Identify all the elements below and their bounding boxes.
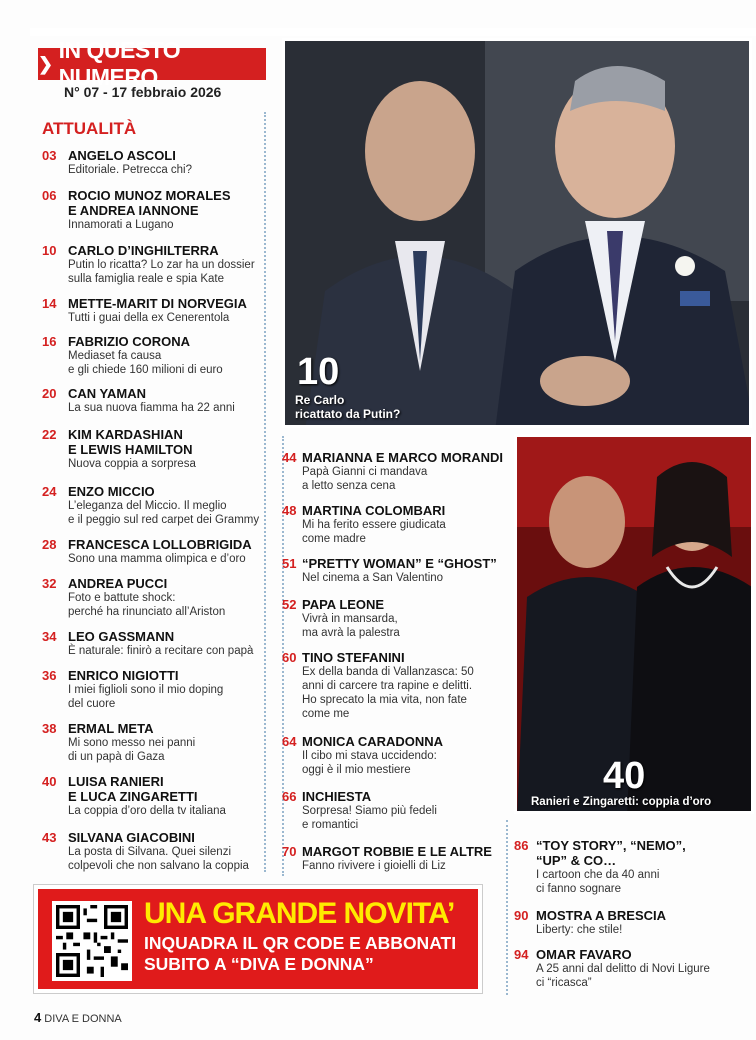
photo-caption xyxy=(295,393,400,421)
toc-description: come madre xyxy=(302,533,366,545)
toc-description: Nel cinema a San Valentino xyxy=(302,572,444,584)
toc-title: OMAR FAVARO xyxy=(536,947,632,962)
toc-description: Vivrà in mansarda, xyxy=(302,613,398,625)
toc-description: ma avrà la palestra xyxy=(302,627,400,639)
toc-title: “PRETTY WOMAN” E “GHOST” xyxy=(302,556,497,571)
toc-page-number: 51 xyxy=(282,556,297,571)
toc-page-number: 22 xyxy=(42,427,57,442)
toc-title: MOSTRA A BRESCIA xyxy=(536,908,666,923)
toc-title: ENZO MICCIO xyxy=(68,484,155,499)
toc-title: INCHIESTA xyxy=(302,789,372,804)
page-ref-number: 10 xyxy=(297,351,340,393)
toc-page-number: 70 xyxy=(282,844,297,859)
photo-putin-carlo xyxy=(282,38,752,428)
toc-description: Liberty: che stile! xyxy=(536,924,623,936)
toc-title: LEO GASSMANN xyxy=(68,629,175,644)
toc-description: a letto senza cena xyxy=(302,480,396,492)
toc-description: Papà Gianni ci mandava xyxy=(302,466,428,478)
toc-description: colpevoli che non salvano la coppia xyxy=(68,860,249,872)
toc-title: E LEWIS HAMILTON xyxy=(68,442,193,457)
toc-title: FRANCESCA LOLLOBRIGIDA xyxy=(68,537,252,552)
top-border xyxy=(30,28,756,36)
toc-title: E LUCA ZINGARETTI xyxy=(68,789,198,804)
section-title: ATTUALITÀ xyxy=(42,119,137,138)
toc-description: Foto e battute shock: xyxy=(68,592,176,604)
toc-title: METTE-MARIT DI NORVEGIA xyxy=(68,296,247,311)
toc-page-number: 60 xyxy=(282,650,297,665)
toc-title: PAPA LEONE xyxy=(302,597,385,612)
toc-description: perché ha rinunciato all’Ariston xyxy=(68,606,226,618)
divider xyxy=(264,112,266,872)
toc-page-number: 66 xyxy=(282,789,297,804)
toc-page-number: 14 xyxy=(42,296,57,311)
qr-code-icon[interactable] xyxy=(52,901,132,981)
toc-description: Editoriale. Petrecca chi? xyxy=(68,164,193,176)
page-number: 4 xyxy=(34,1010,42,1025)
toc-title: ERMAL META xyxy=(68,721,154,736)
toc-title: SILVANA GIACOBINI xyxy=(68,830,195,845)
toc-title: “UP” & CO… xyxy=(536,853,617,868)
toc-description: e il peggio sul red carpet dei Grammy xyxy=(68,514,260,526)
toc-description: Mi ha ferito essere giudicata xyxy=(302,519,446,531)
toc-description: I miei figlioli sono il mio doping xyxy=(68,684,224,696)
toc-page-number: 06 xyxy=(42,188,57,203)
toc-title: CAN YAMAN xyxy=(68,386,147,401)
page-footer xyxy=(34,1010,122,1025)
toc-description: Nuova coppia a sorpresa xyxy=(68,458,196,470)
toc-page-number: 32 xyxy=(42,576,57,591)
toc-page-number: 86 xyxy=(514,838,529,853)
toc-description: La sua nuova fiamma ha 22 anni xyxy=(68,402,235,414)
toc-description: Ho sprecato la mia vita, non fate xyxy=(302,694,467,706)
toc-title: MARIANNA E MARCO MORANDI xyxy=(302,450,504,465)
toc-page-number: 64 xyxy=(282,734,297,749)
photo-caption: Ranieri e Zingaretti: coppia d’oro xyxy=(531,796,712,808)
subscription-promo[interactable] xyxy=(34,885,482,993)
caption-line: Re Carlo xyxy=(295,393,345,407)
issue-number: N° 07 - 17 febbraio 2026 xyxy=(64,84,222,100)
toc-description: Putin lo ricatta? Lo zar ha un dossier xyxy=(68,259,255,271)
toc-title: ENRICO NIGIOTTI xyxy=(68,668,179,683)
toc-description: Sorpresa! Siamo più fedeli xyxy=(302,805,437,817)
toc-title: TINO STEFANINI xyxy=(302,650,405,665)
toc-page-number: 94 xyxy=(514,947,529,962)
photo-illustration xyxy=(285,41,752,428)
toc-title: ANDREA PUCCI xyxy=(68,576,168,591)
promo-text xyxy=(144,933,456,975)
promo-text-line: INQUADRA IL QR CODE E ABBONATI xyxy=(144,933,457,953)
magazine-name: DIVA E DONNA xyxy=(44,1013,122,1025)
toc-title: “TOY STORY”, “NEMO”, xyxy=(536,838,686,853)
toc-description: sulla famiglia reale e spia Kate xyxy=(68,273,224,285)
promo-text-line: SUBITO A “DIVA E DONNA” xyxy=(144,954,374,974)
page-ref-number: 40 xyxy=(603,755,646,797)
promo-headline: UNA GRANDE NOVITA’ xyxy=(144,897,455,930)
toc-page-number: 24 xyxy=(42,484,57,499)
toc-description: La coppia d’oro della tv italiana xyxy=(68,805,226,817)
toc-description: Mi sono messo nei panni xyxy=(68,737,196,749)
toc-description: Sono una mamma olimpica e d’oro xyxy=(68,553,246,565)
toc-page-number: 90 xyxy=(514,908,529,923)
photo-ranieri-zingaretti xyxy=(514,434,754,814)
toc-title: LUISA RANIERI xyxy=(68,774,164,789)
toc-title: FABRIZIO CORONA xyxy=(68,334,191,349)
toc-page-number: 16 xyxy=(42,334,57,349)
toc-description: del cuore xyxy=(68,698,116,710)
toc-title: ANGELO ASCOLI xyxy=(68,148,176,163)
toc-page-number: 20 xyxy=(42,386,57,401)
toc-title: MARTINA COLOMBARI xyxy=(302,503,446,518)
toc-description: Ex della banda di Vallanzasca: 50 xyxy=(302,666,474,678)
toc-description: Tutti i guai della ex Cenerentola xyxy=(68,312,230,324)
toc-page-number: 34 xyxy=(42,629,57,644)
toc-title: E ANDREA IANNONE xyxy=(68,203,199,218)
toc-page-number: 43 xyxy=(42,830,57,845)
toc-page-number: 28 xyxy=(42,537,57,552)
toc-title: MONICA CARADONNA xyxy=(302,734,444,749)
section-header xyxy=(38,37,266,90)
toc-page-number: 10 xyxy=(42,243,57,258)
caption-line: ricattato da Putin? xyxy=(295,407,401,421)
toc-description: e gli chiede 160 milioni di euro xyxy=(68,364,223,376)
toc-page-number: 38 xyxy=(42,721,57,736)
header-title: IN QUESTO NUMERO xyxy=(58,37,181,90)
toc-description: oggi è il mio mestiere xyxy=(302,764,411,776)
toc-title: MARGOT ROBBIE E LE ALTRE xyxy=(302,844,492,859)
toc-description: A 25 anni dal delitto di Novi Ligure xyxy=(536,963,710,975)
toc-page-number: 03 xyxy=(42,148,57,163)
toc-description: come me xyxy=(302,708,350,720)
toc-page-number: 52 xyxy=(282,597,297,612)
toc-title: KIM KARDASHIAN xyxy=(68,427,183,442)
toc-description: anni di carcere tra rapine e delitti. xyxy=(302,680,473,692)
toc-description: Fanno rivivere i gioielli di Liz xyxy=(302,860,446,872)
toc-description: La posta di Silvana. Quei silenzi xyxy=(68,846,232,858)
toc-description: I cartoon che da 40 anni xyxy=(536,869,660,881)
toc-description: È naturale: finirò a recitare con papà xyxy=(68,645,254,657)
toc-description: ci fanno sognare xyxy=(536,883,622,895)
toc-title: CARLO D’INGHILTERRA xyxy=(68,243,219,258)
toc-description: ci “ricasca” xyxy=(536,977,592,989)
toc-page-number: 40 xyxy=(42,774,57,789)
toc-page-number: 36 xyxy=(42,668,57,683)
toc-page-number: 48 xyxy=(282,503,297,518)
divider xyxy=(506,820,508,995)
qr-code-graphic xyxy=(56,905,128,977)
toc-description: Il cibo mi stava uccidendo: xyxy=(302,750,437,762)
toc-description: Mediaset fa causa xyxy=(68,350,162,362)
toc-title: ROCIO MUNOZ MORALES xyxy=(68,188,231,203)
toc-description: e romantici xyxy=(302,819,359,831)
toc-description: di un papà di Gaza xyxy=(68,751,165,763)
chevron-right-icon: ❯ xyxy=(38,53,53,74)
toc-description: Innamorati a Lugano xyxy=(68,219,174,231)
toc-description: L’eleganza del Miccio. Il meglio xyxy=(68,500,227,512)
toc-page-number: 44 xyxy=(282,450,297,465)
